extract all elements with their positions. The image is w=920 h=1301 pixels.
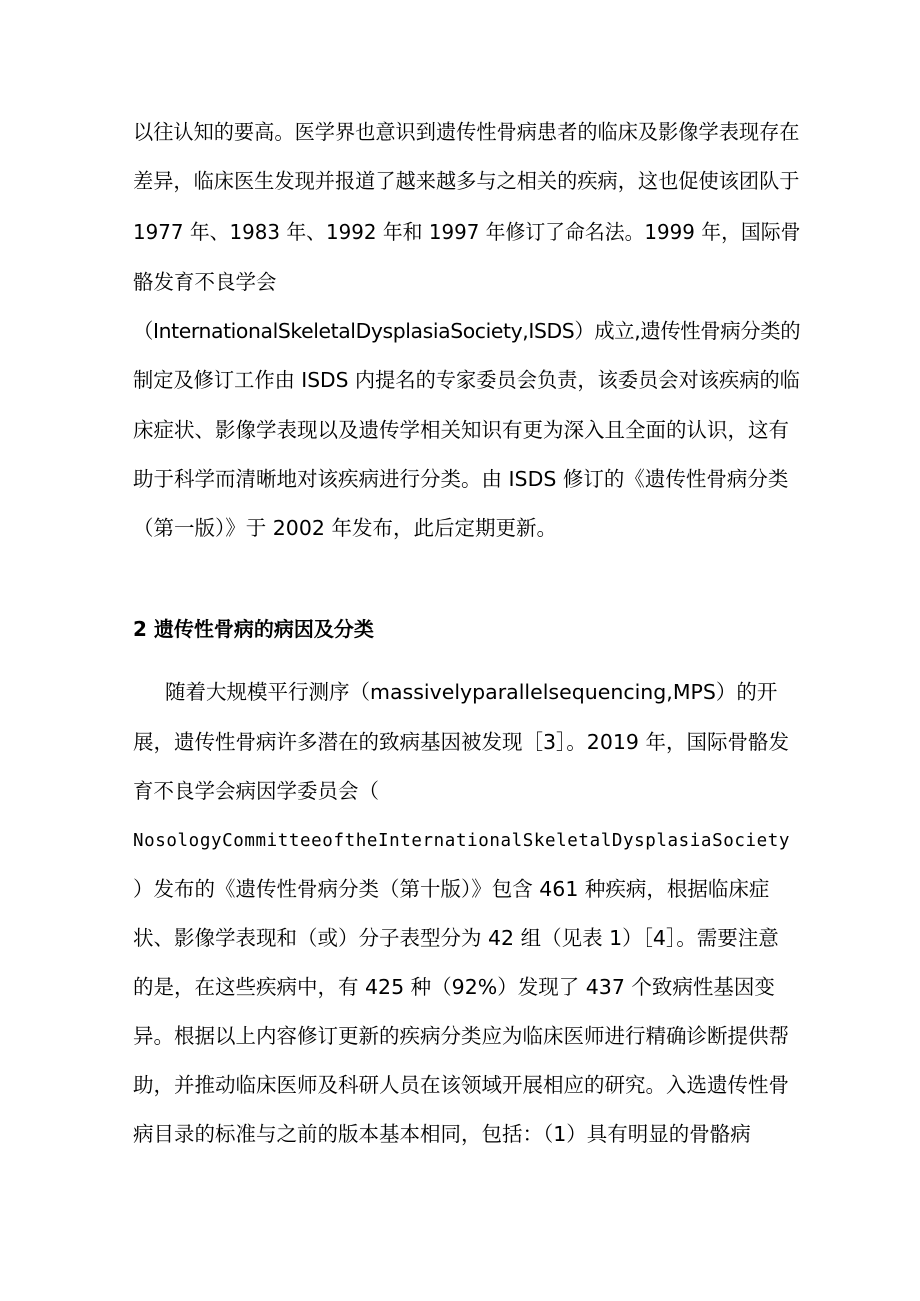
text-line: 随着大规模平行测序（massivelyparallelsequencing,MPS）的开	[165, 680, 778, 704]
text-line: （InternationalSkeletalDysplasiaSociety,ISDS）成立,遗传性骨病分类的	[133, 319, 801, 343]
text-line: 制定及修订工作由 ISDS 内提名的专家委员会负责，该委员会对该疾病的临	[133, 368, 800, 392]
section-heading: 2 遗传性骨病的病因及分类	[133, 617, 374, 641]
text-line: 育不良学会病因学委员会（	[133, 779, 379, 803]
text-line: 床症状、影像学表现以及遗传学相关知识有更为深入且全面的认识，这有	[133, 418, 789, 442]
text-line: 病目录的标准与之前的版本基本相同，包括：（1）具有明显的骨骼病	[133, 1122, 751, 1146]
text-line: 1977 年、1983 年、1992 年和 1997 年修订了命名法。1999 年，国际骨	[133, 220, 801, 244]
text-line: 差异，临床医生发现并报道了越来越多与之相关的疾病，这也促使该团队于	[133, 169, 800, 193]
text-line: 展，遗传性骨病许多潜在的致病基因被发现［3］。2019 年，国际骨骼发	[133, 730, 789, 754]
text-line: NosologyCommitteeoftheInternationalSkeletalDysplasiaSociety	[133, 831, 791, 851]
text-line: 助，并推动临床医师及科研人员在该领域开展相应的研究。入选遗传性骨	[133, 1073, 789, 1097]
text-line: 骼发育不良学会	[133, 270, 277, 294]
text-line: （第一版）》于 2002 年发布，此后定期更新。	[133, 516, 557, 540]
text-line: 以往认知的要高。医学界也意识到遗传性骨病患者的临床及影像学表现存在	[133, 120, 800, 144]
text-line: 助于科学而清晰地对该疾病进行分类。由 ISDS 修订的《遗传性骨病分类	[133, 467, 789, 491]
text-line: 状、影像学表现和（或）分子表型分为 42 组（见表 1）［4］。需要注意	[133, 926, 779, 950]
text-line: 的是，在这些疾病中，有 425 种（92%）发现了 437 个致病性基因变	[133, 975, 775, 999]
text-line: 异。根据以上内容修订更新的疾病分类应为临床医师进行精确诊断提供帮	[133, 1024, 789, 1048]
text-line: ）发布的《遗传性骨病分类（第十版）》包含 461 种疾病，根据临床症	[133, 877, 770, 901]
